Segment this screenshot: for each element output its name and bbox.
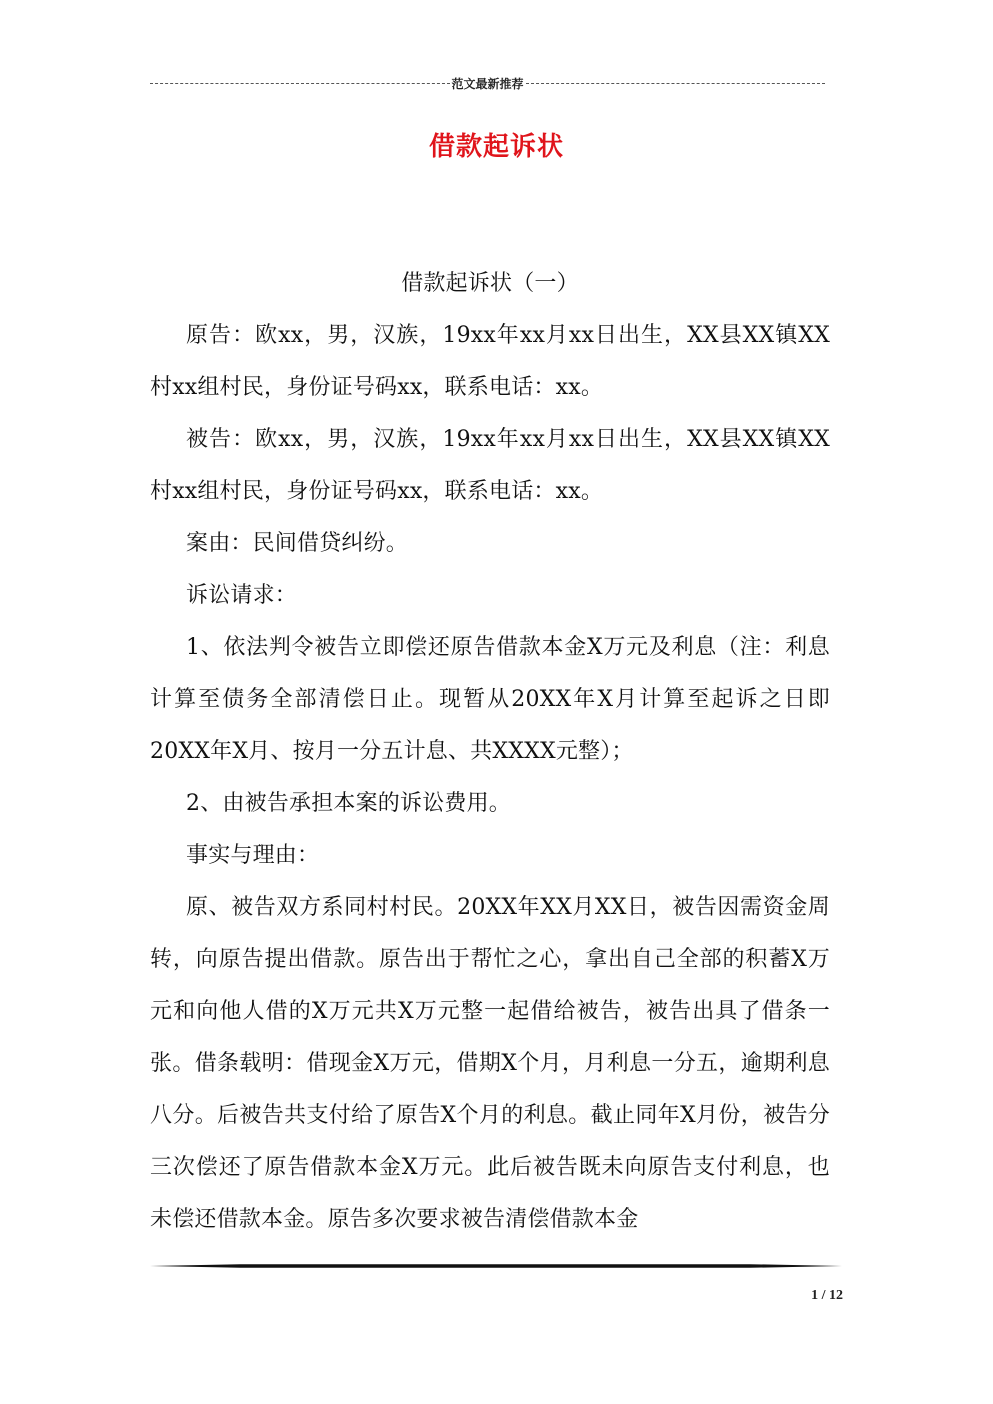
page-header	[150, 72, 825, 94]
paragraph-cause: 案由：民间借贷纠纷。	[186, 531, 409, 556]
footer-rule	[150, 1263, 842, 1269]
paragraph-defendant: 被告：欧xx，男，汉族，19xx年xx月xx日出生，XX县XX镇XX村xx组村民，身份证号码xx，联系电话：xx。	[150, 427, 830, 504]
paragraph-claim-1: 1、依法判令被告立即偿还原告借款本金X万元及利息（注：利息计算至债务全部清偿日止。现暂从20XX年X月计算至起诉之日即20XX年X月、按月一分五计息、共XXXX元整）；	[150, 635, 830, 764]
section-title: 借款起诉状（一）	[401, 271, 579, 296]
page-number: 1 / 12	[811, 1288, 843, 1303]
document-title: 借款起诉状	[428, 132, 564, 162]
header-dashed-rule-left	[150, 83, 450, 84]
paragraph-claims-heading: 诉讼请求：	[186, 583, 298, 608]
header-dashed-rule-right	[526, 83, 826, 84]
document-body	[150, 258, 830, 1246]
paragraph-plaintiff: 原告：欧xx，男，汉族，19xx年xx月xx日出生，XX县XX镇XX村xx组村民，身份证号码xx，联系电话：xx。	[150, 323, 830, 400]
paragraph-facts-heading: 事实与理由：	[186, 843, 320, 868]
paragraph-facts: 原、被告双方系同村村民。20XX年XX月XX日，被告因需资金周转，向原告提出借款。原告出于帮忙之心，拿出自己全部的积蓄X万元和向他人借的X万元共X万元整一起借给被告，被告出具了借条一张。借条载明：借现金X万元，借期X个月，月利息一分五，逾期利息八分。后被告共支付给了原告X个月的利息。截止同年X月份，被告分三次偿还了原告借款本金X万元。此后被告既未向原告支付利息，也未偿还借款本金。原告多次要求被告清偿借款本金	[150, 895, 830, 1232]
header-label: 范文最新推荐	[451, 76, 524, 91]
paragraph-claim-2: 2、由被告承担本案的诉讼费用。	[186, 791, 511, 816]
